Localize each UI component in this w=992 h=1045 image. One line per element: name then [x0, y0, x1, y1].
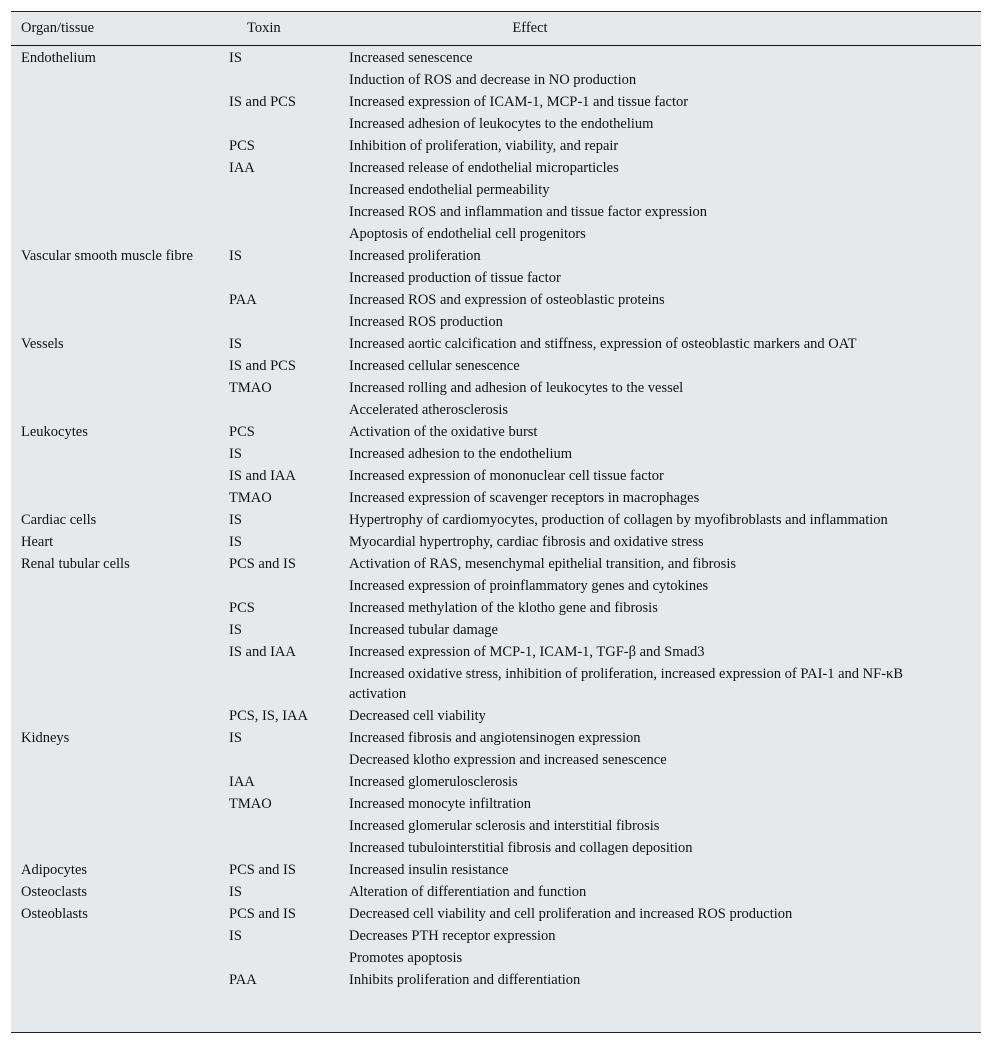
effect-cell: Increased expression of mononuclear cell tissue factor: [349, 468, 664, 484]
table-row: [11, 201, 981, 223]
table-row: [11, 289, 981, 311]
table-row: [11, 553, 981, 575]
organ-cell: [11, 179, 219, 201]
toxin-cell: [219, 69, 339, 91]
table-row: [11, 333, 981, 355]
effect-cell: Increased insulin resistance: [349, 862, 509, 878]
uremic-toxin-effects-table: [11, 11, 981, 1033]
toxin-cell: [219, 815, 339, 837]
effect-cell: Increased expression of MCP-1, ICAM-1, TGF-β and Smad3: [349, 644, 705, 660]
organ-cell: [11, 377, 219, 399]
table-row: [11, 969, 981, 991]
organ-cell: [11, 311, 219, 333]
table-row: [11, 531, 981, 553]
organ-cell: [11, 969, 219, 991]
organ-cell: [11, 815, 219, 837]
organ-cell: [11, 749, 219, 771]
organ-cell: Cardiac cells: [21, 512, 97, 528]
toxin-cell: TMAO: [229, 380, 272, 396]
effect-cell: Increased monocyte infiltration: [349, 796, 531, 812]
toxin-cell: PCS and IS: [229, 556, 296, 572]
organ-cell: Endothelium: [21, 50, 96, 66]
effect-cell: Promotes apoptosis: [349, 950, 463, 966]
toxin-cell: PCS, IS, IAA: [229, 708, 308, 724]
column-header-toxin: Toxin: [219, 12, 339, 46]
effect-cell: Increased proliferation: [349, 248, 481, 264]
table-row: [11, 91, 981, 113]
effect-cell: Inhibits proliferation and differentiation: [349, 972, 581, 988]
table-row: [11, 837, 981, 859]
toxin-cell: [219, 663, 339, 705]
effect-cell: Decreased klotho expression and increased senescence: [349, 752, 667, 768]
organ-cell: [11, 443, 219, 465]
effect-cell: Increased ROS and inflammation and tissue factor expression: [349, 204, 707, 220]
table-row: [11, 663, 981, 705]
effect-cell: Increased adhesion of leukocytes to the endothelium: [349, 116, 654, 132]
toxin-cell: IS: [229, 884, 242, 900]
effect-cell: Increased fibrosis and angiotensinogen expression: [349, 730, 641, 746]
table-row: [11, 597, 981, 619]
toxin-cell: IS: [229, 336, 242, 352]
table-header: [11, 12, 981, 46]
table-row: [11, 267, 981, 289]
table-row: [11, 749, 981, 771]
table-row: [11, 815, 981, 837]
toxin-cell: [219, 267, 339, 289]
organ-cell: [11, 135, 219, 157]
table-row: [11, 355, 981, 377]
organ-cell: [11, 663, 219, 705]
column-header-organ: Organ/tissue: [11, 12, 219, 46]
toxin-cell: PCS and IS: [229, 906, 296, 922]
effect-cell: Myocardial hypertrophy, cardiac fibrosis and oxidative stress: [349, 534, 704, 550]
data-table: [11, 12, 981, 991]
table-row: [11, 179, 981, 201]
effect-cell: Increased adhesion to the endothelium: [349, 446, 573, 462]
table-row: [11, 947, 981, 969]
effect-cell: Increased production of tissue factor: [349, 270, 561, 286]
effect-cell: Increased aortic calcification and stiffness, expression of osteoblastic markers and OAT: [349, 336, 857, 352]
table-row: [11, 443, 981, 465]
toxin-cell: IS: [229, 622, 242, 638]
table-row: [11, 421, 981, 443]
effect-cell: Increased expression of scavenger receptors in macrophages: [349, 490, 700, 506]
organ-cell: [11, 355, 219, 377]
toxin-cell: PAA: [229, 292, 257, 308]
toxin-cell: [219, 749, 339, 771]
table-row: [11, 46, 981, 70]
effect-cell: Apoptosis of endothelial cell progenitors: [349, 226, 586, 242]
table-row: [11, 771, 981, 793]
table-row: [11, 245, 981, 267]
toxin-cell: IS and PCS: [229, 94, 296, 110]
toxin-cell: IS: [229, 512, 242, 528]
effect-cell: Increased tubular damage: [349, 622, 498, 638]
effect-cell: Induction of ROS and decrease in NO production: [349, 72, 637, 88]
table-row: [11, 157, 981, 179]
organ-cell: [11, 91, 219, 113]
toxin-cell: PAA: [229, 972, 257, 988]
effect-cell: Increased glomerulosclerosis: [349, 774, 518, 790]
organ-cell: Vessels: [21, 336, 64, 352]
organ-cell: [11, 793, 219, 815]
organ-cell: [11, 705, 219, 727]
organ-cell: Osteoclasts: [21, 884, 88, 900]
toxin-cell: [219, 113, 339, 135]
effect-cell: Increased cellular senescence: [349, 358, 520, 374]
organ-cell: Leukocytes: [21, 424, 88, 440]
organ-cell: [11, 223, 219, 245]
effect-cell: Increased methylation of the klotho gene and fibrosis: [349, 600, 658, 616]
organ-cell: [11, 641, 219, 663]
table-row: [11, 575, 981, 597]
organ-cell: Heart: [21, 534, 54, 550]
organ-cell: [11, 619, 219, 641]
organ-cell: [11, 947, 219, 969]
effect-cell: Activation of RAS, mesenchymal epithelial transition, and fibrosis: [349, 556, 736, 572]
toxin-cell: [219, 179, 339, 201]
column-header-effect: Effect: [339, 12, 981, 46]
organ-cell: [11, 289, 219, 311]
header-row: [11, 12, 981, 46]
effect-cell: Increased oxidative stress, inhibition of proliferation, increased expression of PAI-1 and NF-κB activation: [349, 666, 904, 702]
organ-cell: [11, 597, 219, 619]
toxin-cell: PCS and IS: [229, 862, 296, 878]
toxin-cell: TMAO: [229, 796, 272, 812]
toxin-cell: IS and IAA: [229, 644, 296, 660]
table-row: [11, 399, 981, 421]
organ-cell: Adipocytes: [21, 862, 88, 878]
effect-cell: Increased senescence: [349, 50, 473, 66]
organ-cell: [11, 925, 219, 947]
effect-cell: Increased tubulointerstitial fibrosis and collagen deposition: [349, 840, 693, 856]
toxin-cell: PCS: [229, 600, 255, 616]
toxin-cell: PCS: [229, 424, 255, 440]
table-row: [11, 727, 981, 749]
effect-cell: Inhibition of proliferation, viability, and repair: [349, 138, 619, 154]
table-row: [11, 859, 981, 881]
table-row: [11, 641, 981, 663]
organ-cell: [11, 771, 219, 793]
toxin-cell: [219, 311, 339, 333]
toxin-cell: PCS: [229, 138, 255, 154]
toxin-cell: [219, 223, 339, 245]
table-row: [11, 223, 981, 245]
table-row: [11, 465, 981, 487]
effect-cell: Decreased cell viability and cell proliferation and increased ROS production: [349, 906, 793, 922]
effect-cell: Increased rolling and adhesion of leukocytes to the vessel: [349, 380, 684, 396]
toxin-cell: IAA: [229, 774, 255, 790]
effect-cell: Alteration of differentiation and function: [349, 884, 587, 900]
effect-cell: Increased ROS production: [349, 314, 503, 330]
table-row: [11, 881, 981, 903]
organ-cell: [11, 157, 219, 179]
toxin-cell: IS: [229, 730, 242, 746]
organ-cell: [11, 837, 219, 859]
effect-cell: Increased ROS and expression of osteoblastic proteins: [349, 292, 665, 308]
toxin-cell: IAA: [229, 160, 255, 176]
effect-cell: Increased glomerular sclerosis and interstitial fibrosis: [349, 818, 660, 834]
toxin-cell: IS and PCS: [229, 358, 296, 374]
effect-cell: Increased expression of ICAM-1, MCP-1 and tissue factor: [349, 94, 689, 110]
table-row: [11, 509, 981, 531]
organ-cell: Renal tubular cells: [21, 556, 130, 572]
table-row: [11, 925, 981, 947]
organ-cell: [11, 465, 219, 487]
effect-cell: Increased release of endothelial microparticles: [349, 160, 619, 176]
table-row: [11, 705, 981, 727]
effect-cell: Activation of the oxidative burst: [349, 424, 538, 440]
organ-cell: [11, 487, 219, 509]
organ-cell: [11, 113, 219, 135]
organ-cell: Kidneys: [21, 730, 70, 746]
effect-cell: Increased expression of proinflammatory genes and cytokines: [349, 578, 709, 594]
effect-cell: Decreases PTH receptor expression: [349, 928, 556, 944]
organ-cell: [11, 267, 219, 289]
toxin-cell: IS: [229, 446, 242, 462]
toxin-cell: [219, 575, 339, 597]
organ-cell: [11, 575, 219, 597]
table-row: [11, 377, 981, 399]
toxin-cell: IS and IAA: [229, 468, 296, 484]
effect-cell: Accelerated atherosclerosis: [349, 402, 509, 418]
table-row: [11, 113, 981, 135]
effect-cell: Hypertrophy of cardiomyocytes, production of collagen by myofibroblasts and inflammation: [349, 512, 888, 528]
toxin-cell: IS: [229, 50, 242, 66]
table-row: [11, 619, 981, 641]
toxin-cell: IS: [229, 248, 242, 264]
organ-cell: [11, 69, 219, 91]
toxin-cell: IS: [229, 534, 242, 550]
organ-cell: Vascular smooth muscle fibre: [21, 248, 193, 264]
toxin-cell: [219, 947, 339, 969]
table-row: [11, 311, 981, 333]
toxin-cell: TMAO: [229, 490, 272, 506]
table-body: [11, 46, 981, 992]
toxin-cell: IS: [229, 928, 242, 944]
effect-cell: Decreased cell viability: [349, 708, 486, 724]
table-row: [11, 487, 981, 509]
organ-cell: Osteoblasts: [21, 906, 88, 922]
table-row: [11, 135, 981, 157]
toxin-cell: [219, 399, 339, 421]
organ-cell: [11, 399, 219, 421]
organ-cell: [11, 201, 219, 223]
table-row: [11, 793, 981, 815]
table-row: [11, 903, 981, 925]
effect-cell: Increased endothelial permeability: [349, 182, 550, 198]
table-row: [11, 69, 981, 91]
toxin-cell: [219, 837, 339, 859]
toxin-cell: [219, 201, 339, 223]
